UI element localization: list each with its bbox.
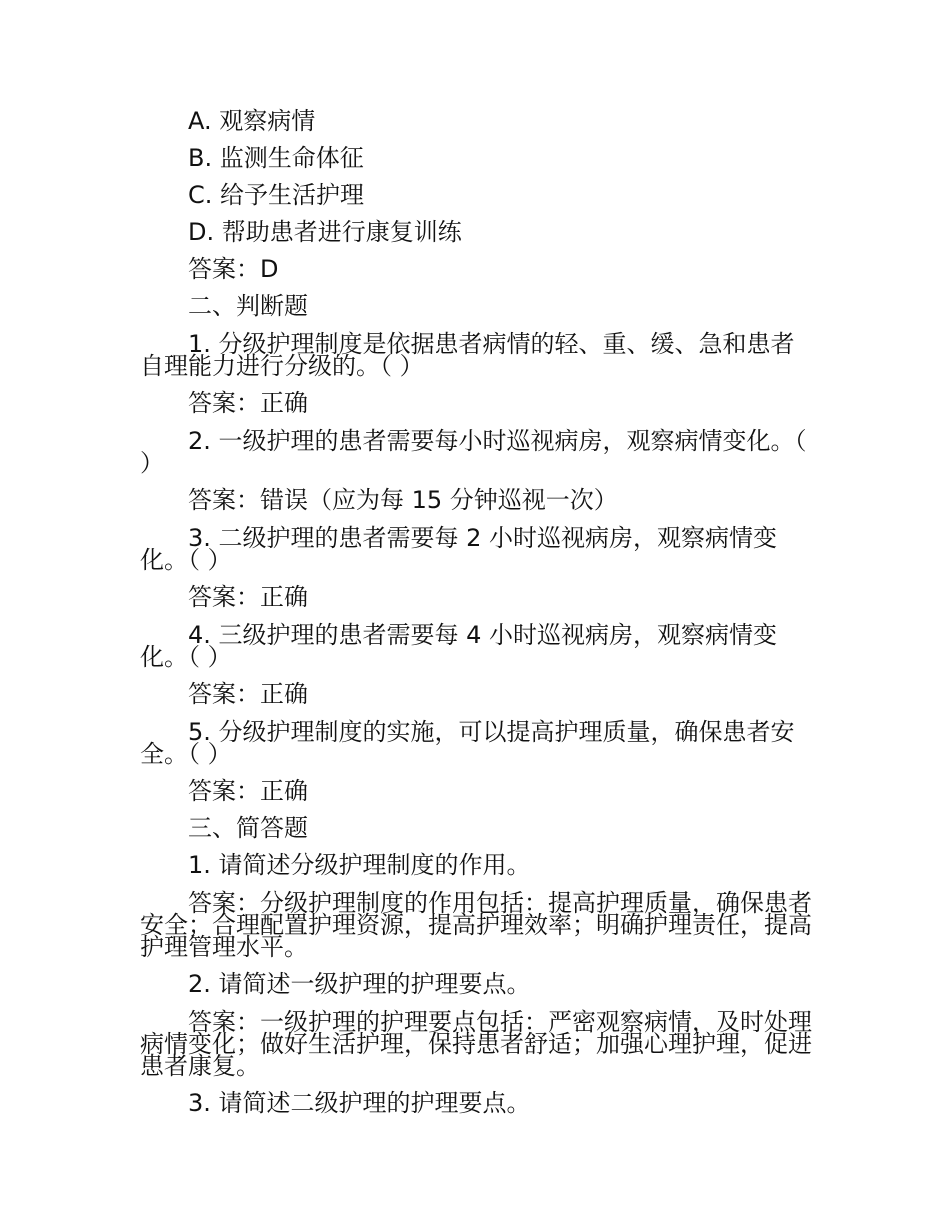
judgment-question-2: 2. 一级护理的患者需要每小时巡视病房，观察病情变化。（ ） (140, 427, 807, 477)
judgment-answer-5: 答案：正确 (188, 777, 308, 805)
judgment-question-1: 1. 分级护理制度是依据患者病情的轻、重、缓、急和患者自理能力进行分级的。（ ） (140, 330, 795, 380)
judgment-answer-3: 答案：正确 (188, 583, 308, 611)
judgment-answer-1: 答案：正确 (188, 389, 308, 417)
short-question-3: 3. 请简述二级护理的护理要点。 (188, 1089, 531, 1117)
choice-answer: 答案：D (188, 255, 279, 283)
judgment-question-5: 5. 分级护理制度的实施，可以提高护理质量，确保患者安全。（ ） (140, 718, 795, 768)
section-two-title: 二、判断题 (188, 292, 308, 320)
judgment-question-3: 3. 二级护理的患者需要每 2 小时巡视病房，观察病情变化。（ ） (140, 524, 778, 574)
option-a: A. 观察病情 (188, 107, 316, 135)
short-answer-1: 答案：分级护理制度的作用包括：提高护理质量，确保患者安全；合理配置护理资源，提高护理效率；明确护理责任，提高护理管理水平。 (140, 889, 812, 961)
short-question-1: 1. 请简述分级护理制度的作用。 (188, 851, 531, 879)
short-question-2: 2. 请简述一级护理的护理要点。 (188, 970, 531, 998)
option-c: C. 给予生活护理 (188, 181, 365, 209)
judgment-answer-2: 答案：错误（应为每 15 分钟巡视一次） (188, 486, 618, 514)
option-d: D. 帮助患者进行康复训练 (188, 218, 462, 246)
page-content (140, 103, 815, 1122)
section-three-title: 三、简答题 (188, 814, 308, 842)
option-b: B. 监测生命体征 (188, 144, 364, 172)
short-answer-2: 答案：一级护理的护理要点包括：严密观察病情，及时处理病情变化；做好生活护理，保持患者舒适；加强心理护理，促进患者康复。 (140, 1008, 812, 1080)
judgment-answer-4: 答案：正确 (188, 680, 308, 708)
judgment-question-4: 4. 三级护理的患者需要每 4 小时巡视病房，观察病情变化。（ ） (140, 621, 778, 671)
